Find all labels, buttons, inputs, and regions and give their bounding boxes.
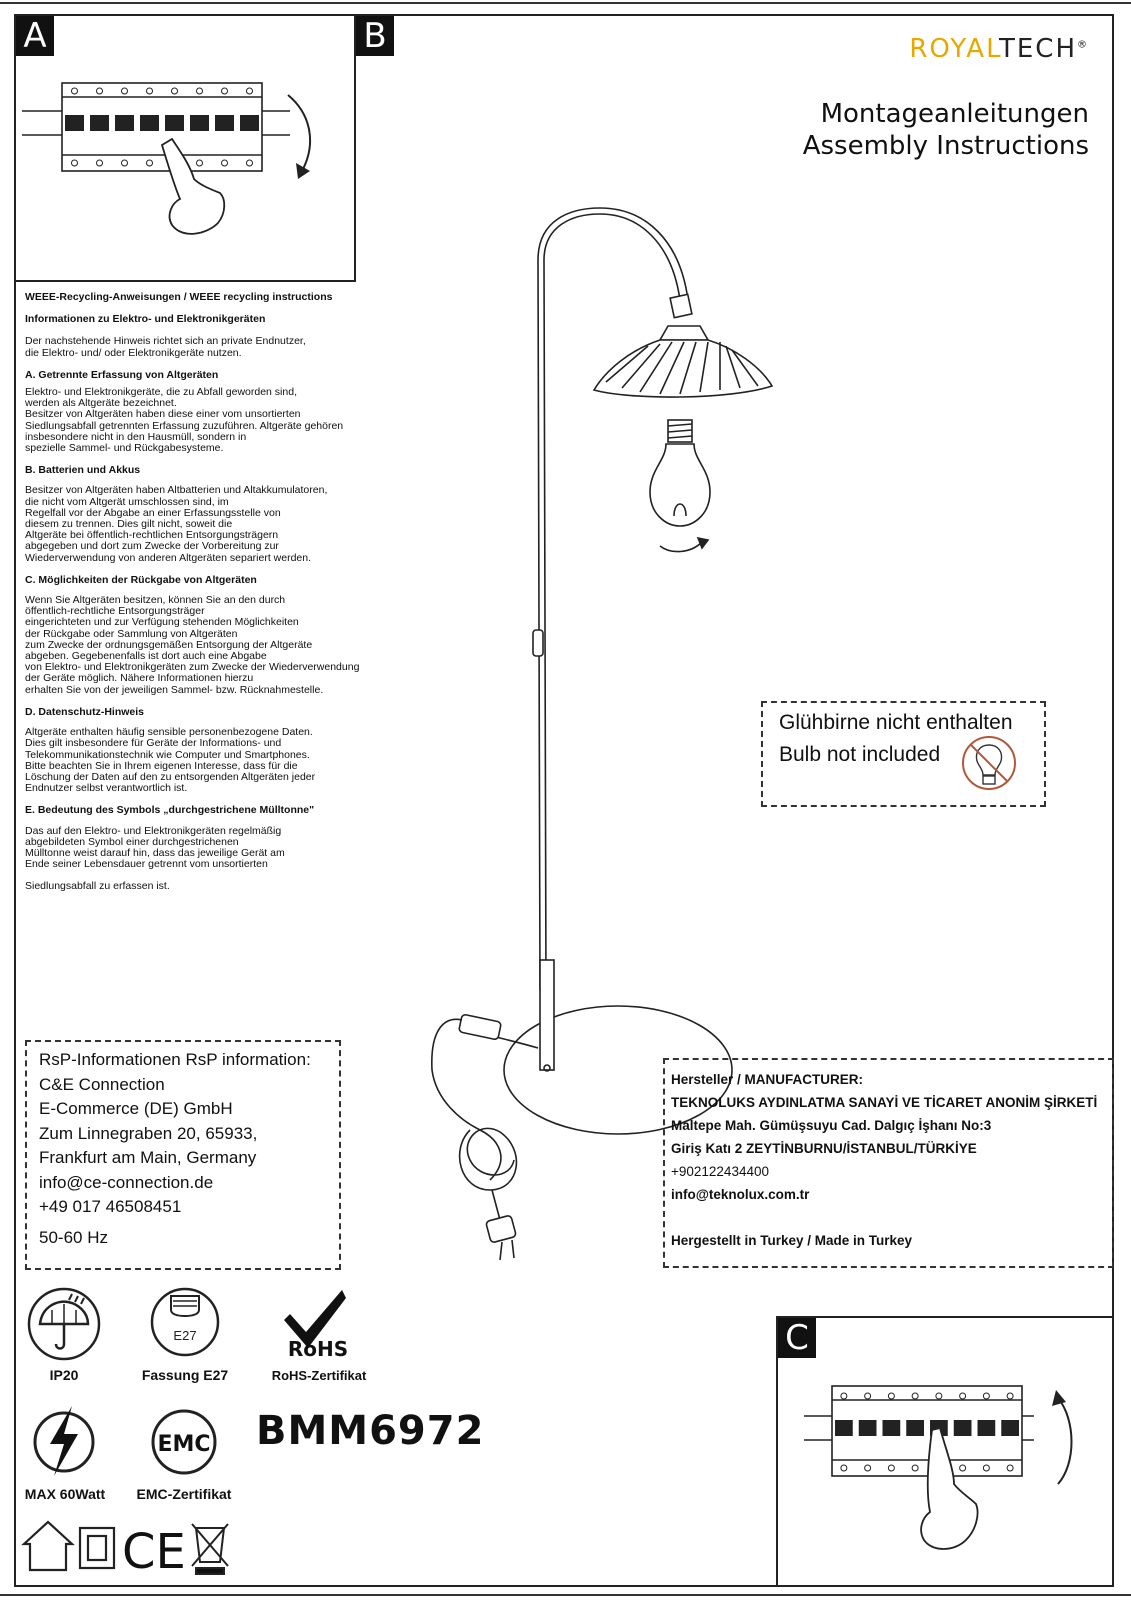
breaker-toggle — [90, 115, 109, 131]
breaker-toggle — [1001, 1420, 1019, 1436]
rotate-arrow-icon — [1058, 1398, 1072, 1484]
emc-label: EMC-Zertifikat — [136, 1486, 232, 1502]
plug-icon — [486, 1215, 517, 1243]
top-rule — [0, 2, 1131, 4]
weee-a-title: A. Getrennte Erfassung von Altgeräten — [25, 368, 219, 381]
breaker-toggle — [906, 1420, 924, 1436]
weee-e-text2: Siedlungsabfall zu erfassen ist. — [25, 880, 170, 893]
weee-b-title: B. Batterien und Akkus — [25, 464, 141, 477]
emc-icon — [150, 1408, 218, 1476]
title-de: Montageanleitungen — [820, 99, 1089, 129]
breaker-toggle — [140, 115, 159, 131]
brand-logo — [909, 34, 1089, 64]
brand-mark: ® — [1077, 39, 1089, 51]
manufacturer-line: Hersteller / MANUFACTURER: — [671, 1072, 864, 1087]
manufacturer-line: Giriş Katı 2 ZEYTİNBURNU/İSTANBUL/TÜRKİYE — [671, 1141, 977, 1156]
socket-label: Fassung E27 — [141, 1367, 229, 1383]
weee-intro: Der nachstehende Hinweis richtet sich an private Endnutzer, die Elektro- und/ oder Elektronikgeräte nutzen. — [25, 335, 306, 359]
breaker-toggle — [835, 1420, 853, 1436]
brand-royal: ROYAL — [909, 34, 999, 64]
weee-heading: WEEE-Recycling-Anweisungen / WEEE recycling instructions — [25, 291, 333, 303]
title-en: Assembly Instructions — [802, 131, 1089, 161]
bottom-rule — [0, 1594, 1131, 1596]
panel-c-letter: C — [778, 1318, 816, 1358]
weee-e-title: E. Bedeutung des Symbols „durchgestrichene Mülltonne" — [25, 804, 315, 817]
ip20-label: IP20 — [49, 1367, 79, 1383]
lamp-stem — [538, 208, 688, 990]
weee-subheading: Informationen zu Elektro- und Elektronikgeräten — [25, 313, 266, 326]
rsp-line: +49 017 46508451 — [39, 1197, 182, 1216]
weee-instructions — [25, 292, 455, 904]
compliance-icons — [20, 1514, 240, 1580]
emc-mark: EMC — [157, 1432, 211, 1457]
manufacturer-line: +902122434400 — [671, 1164, 769, 1179]
inline-switch — [459, 1014, 502, 1040]
rohs-icon — [280, 1288, 360, 1360]
breaker-on-illustration — [804, 1380, 1104, 1570]
breaker-off-illustration — [22, 75, 342, 245]
manufacturer-line: Hergestellt in Turkey / Made in Turkey — [671, 1233, 913, 1248]
weee-a-text: Elektro- und Elektronikgeräte, die zu Abfall geworden sind, werden als Altgeräte bezeichnet. Besitzer von Altgeräten haben diese einer vom unsortierten Siedlungsabfall getrennten Erfassung zuzuführen. Altgeräte gehören insbesondere nicht in den Hausmüll, sondern in spezielle Sammel- und Rückgabesysteme. — [25, 386, 344, 455]
breaker-toggle — [859, 1420, 877, 1436]
page-title — [803, 98, 1089, 162]
breaker-toggle — [65, 115, 84, 131]
rotate-arrow-icon — [660, 542, 702, 552]
panel-b-letter: B — [356, 16, 394, 56]
weee-d-text: Altgeräte enthalten häufig sensible personenbezogene Daten. Dies gilt insbesondere für Geräte der Informations- und Telekommunikationstechnik wie Computer und Smartphones. Bitte beachten Sie in Ihrem eigenen Interesse, dass für die Löschung der Daten auf den zu entsorgenden Altgeräten jeder Endnutzer selbst verantwortlich ist. — [25, 726, 316, 795]
rohs-mark: RoHS — [287, 1337, 349, 1361]
breaker-toggle — [215, 115, 234, 131]
brand-tech: TECH — [998, 34, 1077, 64]
manufacturer-line: Maltepe Mah. Gümüşsuyu Cad. Dalgıç İşhanı No:3 — [671, 1118, 992, 1133]
weee-c-text: Wenn Sie Altgeräten besitzen, können Sie an den durch öffentlich-rechtliche Entsorgungsträger eingerichteten und zur Verfügung stehenden Möglichkeiten der Rückgabe oder Sammlung von Altgeräten zum Zwecke der ordnungsgemäßen Entsorgung der Altgeräte abgeben. Gegebenenfalls ist dort auch eine Abgabe von Elektro- und Elektronikgeräten zum Zwecke der Wiederverwendung der Geräte möglich. Nähere Informationen hierzu erhalten Sie von der jeweiligen Sammel- bzw. Rücknahmestelle. — [25, 594, 360, 696]
shade-cap — [660, 326, 708, 340]
rsp-line: Frankfurt am Main, Germany — [39, 1148, 257, 1167]
model-number: BMM6972 — [256, 1408, 485, 1454]
bulb-notice — [761, 701, 1046, 807]
weee-e-text: Das auf den Elektro- und Elektronikgeräten regelmäßig abgebildeten Symbol einer durchgestrichenen Mülltonne weist darauf hin, dass das jeweilige Gerät am Ende seiner Lebensdauer getrennt vom unsortierten — [25, 824, 285, 871]
indoor-use-icon — [24, 1522, 72, 1570]
ce-mark-icon: CE — [122, 1524, 186, 1580]
e27-badge: E27 — [173, 1328, 197, 1343]
max-watt-icon — [32, 1404, 96, 1476]
weee-c-title: C. Möglichkeiten der Rückgabe von Altgeräten — [25, 573, 257, 586]
rohs-label: RoHS-Zertifikat — [271, 1368, 367, 1383]
weee-d-title: D. Datenschutz-Hinweis — [25, 705, 145, 718]
weee-b-text: Besitzer von Altgeräten haben Altbatterien und Altakkumulatoren, die nicht vom Altgerät umschlossen sind, im Regelfall vor der Abgabe an einer Erfassungsstelle von diesem zu trennen. Dies gilt nicht, soweit die Altgeräte bei öffentlich-rechtlichen Entsorgungsträgern abgegeben und dort zum Zwecke der Vorbereitung zur Wiederverwendung von anderen Altgeräten separiert werden. — [25, 484, 328, 564]
breaker-toggle — [165, 115, 184, 131]
breaker-toggle — [954, 1420, 972, 1436]
breaker-toggle — [978, 1420, 996, 1436]
max-watt-label: MAX 60Watt — [24, 1486, 106, 1502]
ip20-icon — [26, 1286, 102, 1362]
e27-socket-icon — [149, 1286, 221, 1358]
rsp-info-box — [25, 1040, 341, 1270]
rsp-line: 50-60 Hz — [39, 1227, 108, 1247]
breaker-toggle — [240, 115, 259, 131]
stem-joint — [533, 630, 543, 656]
panel-a-letter: A — [16, 16, 54, 56]
breaker-toggle — [115, 115, 134, 131]
manufacturer-box — [663, 1058, 1114, 1268]
rsp-line: Zum Linnegraben 20, 65933, — [39, 1123, 258, 1143]
breaker-toggle — [190, 115, 209, 131]
manufacturer-line — [671, 1206, 1112, 1229]
rsp-line: RsP-Informationen RsP information: — [39, 1050, 311, 1069]
bulb-notice-de: Glühbirne nicht enthalten — [779, 711, 1013, 734]
rsp-line: info@ce-connection.de — [39, 1172, 214, 1192]
rsp-line: C&E Connection — [39, 1074, 165, 1094]
bulb-icon — [650, 420, 710, 552]
manufacturer-line: info@teknolux.com.tr — [671, 1187, 810, 1202]
manufacturer-line: TEKNOLUKS AYDINLATMA SANAYİ VE TİCARET ANONİM ŞİRKETİ — [671, 1095, 1098, 1110]
bulb-notice-en: Bulb not included — [779, 743, 941, 766]
weee-bin-icon — [192, 1524, 228, 1574]
rsp-line: E-Commerce (DE) GmbH — [39, 1099, 233, 1118]
no-bulb-icon — [959, 733, 1019, 793]
class-ii-icon — [80, 1528, 114, 1568]
breaker-toggle — [883, 1420, 901, 1436]
rotate-arrow-icon — [288, 95, 310, 171]
